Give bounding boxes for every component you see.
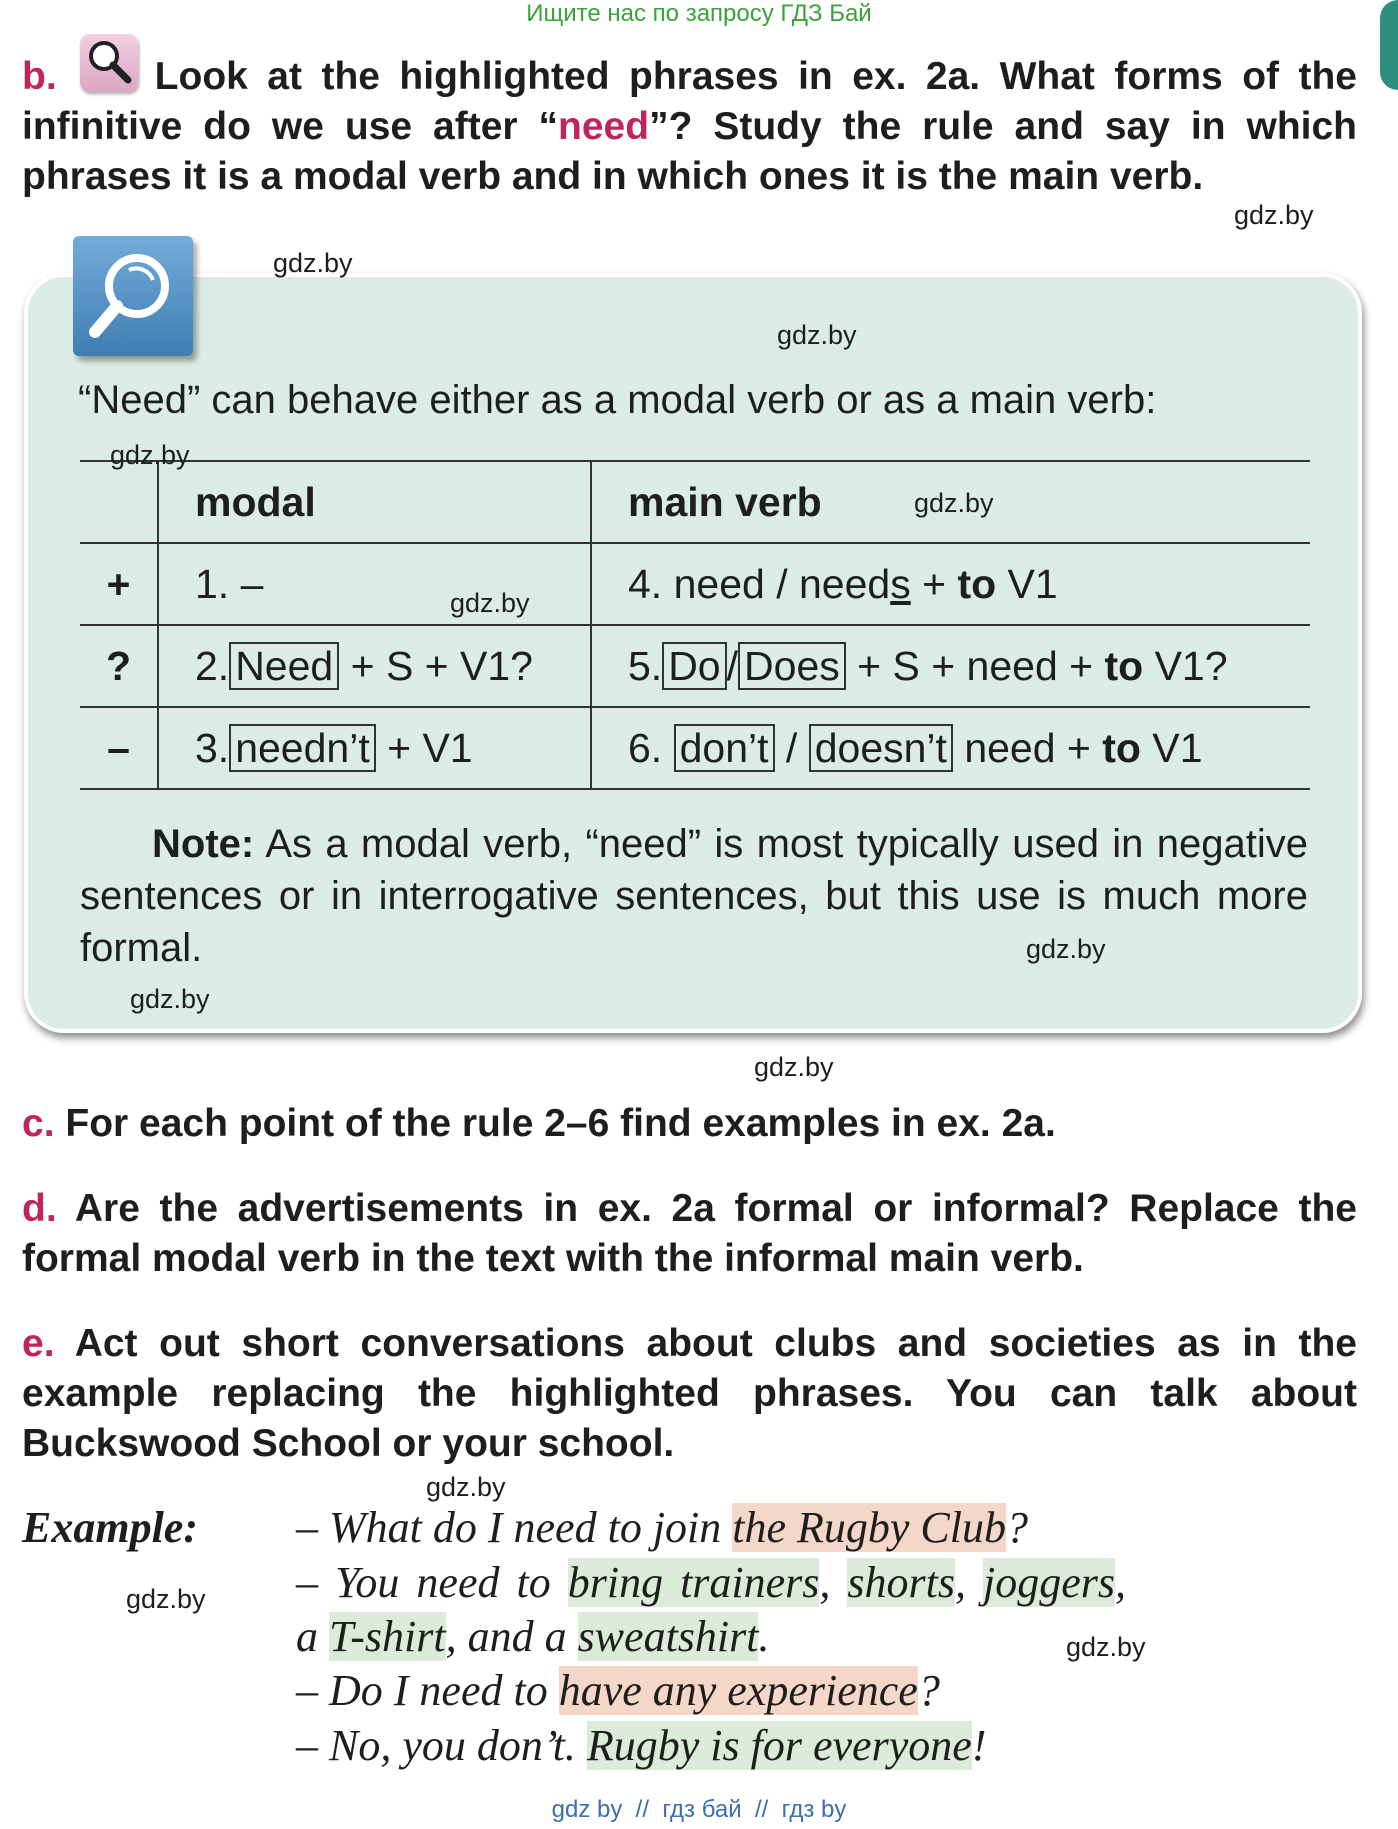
header-empty-cell [80, 461, 158, 543]
point-number: 5. [628, 643, 663, 689]
task-c-text: For each point of the rule 2–6 find examples in ex. 2a. [65, 1102, 1056, 1145]
main-rest: V1 [996, 560, 1058, 607]
boxed-word: doesn’t [809, 724, 953, 772]
highlighted-phrase: the Rugby Club [732, 1503, 1006, 1552]
note-text: As a modal verb, “need” is most typically used in negative sentences or in interrogative sentences, but this use is much more formal. [80, 822, 1308, 970]
dialogue-text: – No, you don’t. [296, 1721, 587, 1770]
table-row [80, 543, 1310, 625]
dialogue-text: – Do I need to [296, 1666, 559, 1715]
rule-table [80, 460, 1310, 790]
task-b-text2: ”? Study the rule and say in which phrases it is a modal verb and in which ones it is the main verb. [22, 105, 1357, 198]
dialogue-text: . [758, 1612, 770, 1661]
dialogue-text: a [296, 1612, 329, 1661]
table-row [80, 707, 1310, 789]
task-d-letter: d. [22, 1187, 57, 1230]
watermark: gdz.by [914, 488, 994, 518]
task-c-letter: c. [22, 1102, 55, 1145]
highlighted-phrase: sweatshirt [577, 1612, 759, 1661]
dialogue-line [296, 1665, 940, 1716]
task-b-letter: b. [22, 55, 57, 98]
highlighted-phrase: shorts [847, 1558, 956, 1607]
highlighted-phrase: T-shirt [329, 1612, 446, 1661]
boxed-word: Need [229, 642, 339, 690]
example-label: Example: [22, 1503, 198, 1552]
dialogue-text: – You need to [296, 1558, 568, 1607]
dialogue-text: ? [917, 1666, 940, 1715]
highlighted-phrase: have any experience [558, 1666, 918, 1715]
main-mid: need + [952, 725, 1103, 771]
rule-intro: “Need” can behave either as a modal verb or as a main verb: [78, 378, 1157, 422]
task-e [22, 1319, 1357, 1469]
rule-table-header [80, 461, 1310, 543]
point-number: 3. [195, 725, 230, 771]
main-mid: + S + need + [845, 643, 1105, 689]
main-rest: V1 [1140, 725, 1203, 771]
point-number: 2. [195, 643, 230, 689]
task-b-text1: Look at the highlighted phrases in ex. 2a. What forms of the infinitive do we use after “ [22, 55, 1357, 148]
modal-cell [158, 707, 591, 789]
to-particle: to [957, 560, 997, 607]
task-b [22, 52, 1357, 202]
modal-rest: + V1 [375, 725, 473, 771]
watermark: gdz.by [130, 984, 210, 1014]
watermark: gdz.by [426, 1472, 506, 1502]
note-label: Note: [152, 822, 255, 866]
watermark: gdz.by [126, 1584, 206, 1614]
task-e-letter: e. [22, 1322, 55, 1365]
dialogue-line [296, 1611, 769, 1662]
task-d-text: Are the advertisements in ex. 2a formal or informal? Replace the formal modal verb in the text with the informal main verb. [22, 1187, 1357, 1280]
highlighted-phrase: bring trainers [567, 1558, 820, 1607]
table-row [80, 625, 1310, 707]
header-main-verb: main verb [591, 461, 1310, 543]
magnifier-icon [73, 236, 193, 356]
dialogue-text: ! [971, 1721, 987, 1770]
highlighted-phrase: joggers [983, 1558, 1116, 1607]
dialogue-text: ? [1006, 1503, 1028, 1552]
dialogue-text: , [1115, 1558, 1127, 1607]
task-c [22, 1099, 1357, 1149]
boxed-word: Does [738, 642, 846, 690]
watermark: gdz.by [754, 1052, 834, 1082]
point-number: 4. [628, 560, 663, 607]
main-cell [591, 625, 1310, 707]
task-b-highlight: need [558, 105, 650, 148]
to-particle: to [1104, 643, 1144, 689]
row-symbol: ? [80, 625, 158, 707]
dialogue-text: , [955, 1558, 984, 1607]
main-rest: V1? [1143, 643, 1228, 689]
main-cell [591, 707, 1310, 789]
main-form: need / need [673, 560, 891, 607]
task-d [22, 1184, 1357, 1284]
dialogue-text: – What do I need to join [296, 1503, 733, 1552]
watermark: gdz.by [273, 248, 353, 278]
watermark: gdz.by [1026, 934, 1106, 964]
watermark: gdz.by [450, 588, 530, 618]
boxed-word: don’t [674, 724, 775, 772]
modal-cell [158, 625, 591, 707]
watermark: gdz.by [1234, 200, 1314, 230]
row-symbol: + [80, 543, 158, 625]
row-symbol: – [80, 707, 158, 789]
main-cell [591, 543, 1310, 625]
point-number: 6. [628, 725, 663, 771]
dialogue-text: , and a [445, 1612, 578, 1661]
rule-note [80, 818, 1308, 974]
plus-sign: + [910, 560, 958, 607]
modal-rest: + S + V1? [339, 643, 533, 689]
highlighted-phrase: Rugby is for everyone [586, 1721, 972, 1770]
task-e-text: Act out short conversations about clubs and societies as in the example replacing the highlighted phrases. You can talk about Buckswood School or your school. [22, 1322, 1358, 1465]
dialogue-line [296, 1557, 1126, 1608]
separator: / [726, 643, 739, 689]
to-particle: to [1102, 725, 1141, 771]
dialogue-line [296, 1502, 1028, 1553]
watermark: gdz.by [1066, 1632, 1146, 1662]
point-1: 1. – [195, 560, 264, 607]
dialogue-text: , [819, 1558, 848, 1607]
separator: / [774, 725, 809, 771]
watermark: gdz.by [777, 320, 857, 350]
underlined-ending: s [890, 560, 911, 607]
watermark: gdz.by [110, 440, 190, 470]
top-banner: Ищите нас по запросу ГДЗ Бай [526, 0, 872, 27]
footer: gdz by // гдз бай // гдз by [551, 1796, 847, 1823]
header-modal: modal [158, 461, 591, 543]
boxed-word: needn’t [229, 724, 376, 772]
dialogue-line [296, 1720, 986, 1771]
boxed-word: Do [662, 642, 726, 690]
